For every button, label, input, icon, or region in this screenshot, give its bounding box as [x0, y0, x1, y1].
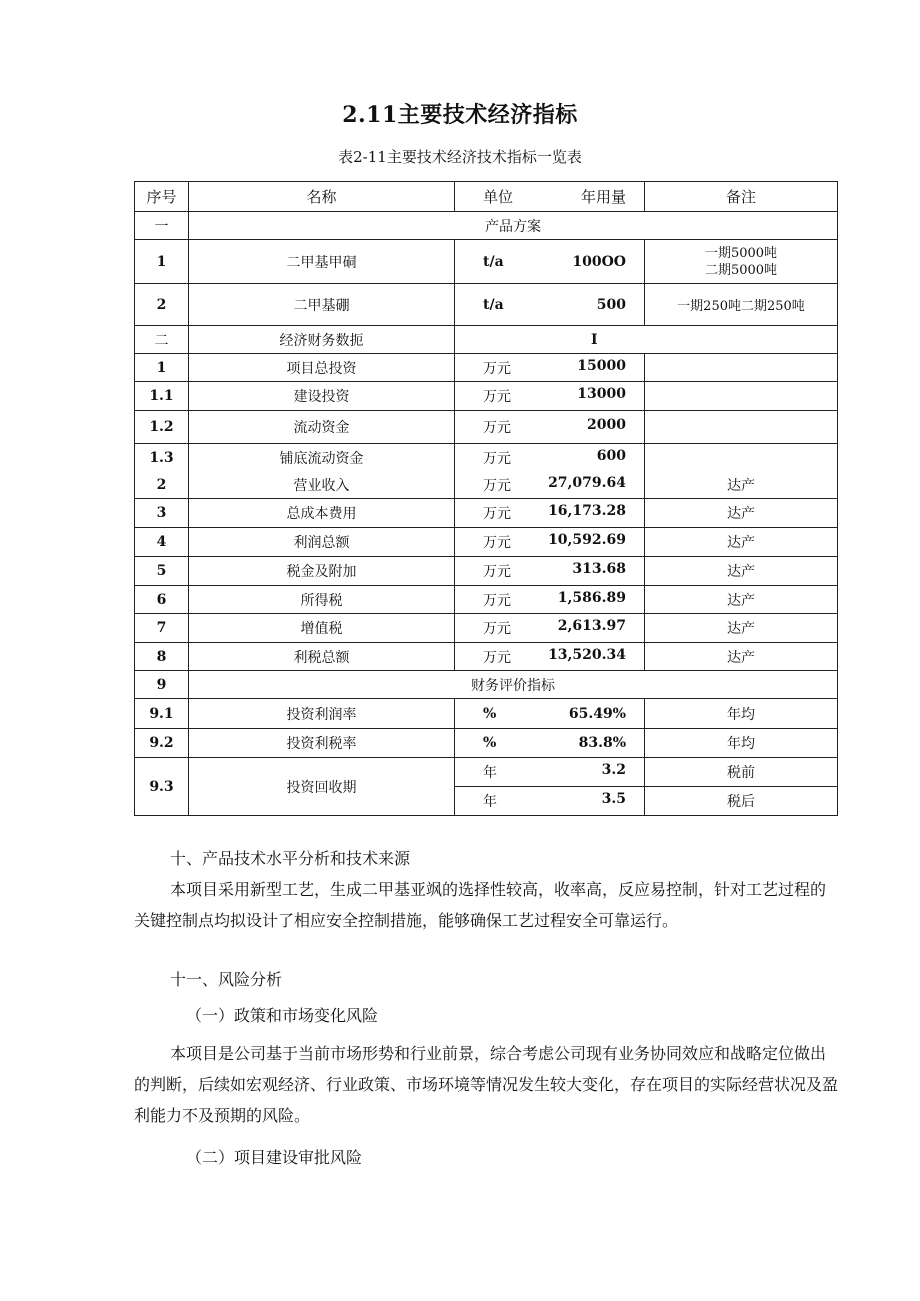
row-name: 流动资金	[189, 411, 455, 444]
section-label: 经济财务数扼	[189, 326, 455, 354]
row-unit-qty	[455, 699, 645, 729]
header-no: 序号	[135, 182, 189, 212]
row-unit: 万元	[483, 621, 511, 637]
row-no: 6	[135, 586, 189, 614]
row-unit-qty	[455, 787, 645, 816]
row-unit: 年	[483, 765, 497, 781]
header-unit: 单位	[483, 188, 514, 206]
row-qty: 500	[596, 296, 626, 313]
table-row	[135, 354, 838, 382]
row-note	[645, 444, 838, 472]
row-note	[645, 354, 838, 382]
row-no: 1.2	[135, 411, 189, 444]
row-no: 3	[135, 499, 189, 528]
row-unit-qty	[455, 499, 645, 528]
row-name: 利税总额	[189, 643, 455, 671]
section-label: 财务评价指标	[189, 671, 838, 699]
header-qty: 年用量	[580, 188, 626, 206]
row-no: 4	[135, 528, 189, 557]
table-row	[135, 614, 838, 643]
row-unit-qty	[455, 472, 645, 499]
section-mark: I	[455, 326, 838, 354]
section-row-evaluation	[135, 671, 838, 699]
row-qty: 16,173.28	[548, 503, 626, 519]
row-qty: 27,079.64	[548, 474, 626, 491]
section-no: 二	[135, 326, 189, 354]
row-name: 增值税	[189, 614, 455, 643]
section-no: 9	[135, 671, 189, 699]
row-name: 铺底流动资金	[189, 444, 455, 472]
row-note: 达产	[645, 614, 838, 643]
row-unit-qty	[455, 586, 645, 614]
row-note	[645, 411, 838, 444]
row-qty: 83.8%	[578, 735, 626, 751]
subsection-paragraph: 本项目是公司基于当前市场形势和行业前景，综合考虑公司现有业务协同效应和战略定位做出的判断，后续如宏观经济、行业政策、市场环境等情况发生较大变化，存在项目的实际经营状况及盈利能力不及预期的风险。	[134, 1044, 839, 1125]
row-name: 总成本费用	[189, 499, 455, 528]
row-no: 1	[135, 354, 189, 382]
row-no: 1	[135, 240, 189, 284]
header-note: 备注	[645, 182, 838, 212]
row-note: 达产	[645, 586, 838, 614]
row-qty: 600	[596, 447, 626, 464]
row-name: 利润总额	[189, 528, 455, 557]
row-no: 1.1	[135, 382, 189, 411]
row-name: 所得税	[189, 586, 455, 614]
row-note: 一期250吨二期250吨	[645, 284, 838, 326]
row-note: 税后	[645, 787, 838, 816]
table-row	[135, 729, 838, 758]
row-note	[645, 240, 838, 284]
table-row	[135, 699, 838, 729]
row-unit-qty	[455, 444, 645, 472]
row-unit: 万元	[483, 649, 511, 666]
table-row	[135, 643, 838, 671]
row-note-line: 一期5000吨	[704, 245, 778, 261]
row-unit: 万元	[483, 477, 511, 494]
table-row	[135, 499, 838, 528]
row-unit: 年	[483, 794, 497, 810]
table-row	[135, 240, 838, 284]
table-row	[135, 284, 838, 326]
row-unit: 万元	[483, 592, 511, 609]
table-header-row	[135, 182, 838, 212]
row-unit: 万元	[483, 450, 511, 467]
row-note: 达产	[645, 499, 838, 528]
table-row	[135, 758, 838, 787]
row-unit-qty	[455, 240, 645, 284]
row-name: 营业收入	[189, 472, 455, 499]
row-note: 达产	[645, 643, 838, 671]
row-no: 5	[135, 557, 189, 586]
section-ten-heading: 十、产品技术水平分析和技术来源	[170, 849, 411, 868]
row-qty: 1,586.89	[557, 589, 626, 606]
row-unit: %	[483, 705, 497, 722]
row-qty: 3.5	[601, 791, 626, 807]
row-note-line: 二期5000吨	[704, 262, 778, 278]
row-unit-qty	[455, 729, 645, 758]
table-row	[135, 557, 838, 586]
table-row	[135, 382, 838, 411]
row-qty: 65.49%	[568, 705, 626, 722]
row-unit-qty	[455, 614, 645, 643]
table-row	[135, 444, 838, 472]
row-unit: %	[483, 735, 497, 751]
section-row-product	[135, 212, 838, 240]
row-no: 1.3	[135, 444, 189, 472]
row-note: 年均	[645, 729, 838, 758]
row-unit-qty	[455, 643, 645, 671]
row-unit: 万元	[483, 360, 511, 377]
section-heading: 2.11主要技术经济指标	[342, 102, 578, 128]
row-unit-qty	[455, 557, 645, 586]
row-qty: 2,613.97	[557, 618, 626, 634]
row-unit-qty	[455, 382, 645, 411]
row-no: 9.2	[135, 729, 189, 758]
row-name: 建设投资	[189, 382, 455, 411]
row-unit: 万元	[483, 535, 511, 551]
row-name: 二甲基硼	[189, 284, 455, 326]
row-no: 8	[135, 643, 189, 671]
table-row	[135, 586, 838, 614]
row-qty: 15000	[577, 357, 626, 374]
subsection-heading: （一）政策和市场变化风险	[186, 1006, 379, 1025]
row-name: 投资利润率	[189, 699, 455, 729]
row-note: 年均	[645, 699, 838, 729]
row-no: 2	[135, 284, 189, 326]
row-qty: 13000	[577, 386, 626, 402]
table-row	[135, 472, 838, 499]
row-no: 2	[135, 472, 189, 499]
row-qty: 100OO	[572, 253, 626, 270]
subsection-heading: （二）项目建设审批风险	[186, 1148, 363, 1167]
row-unit-qty	[455, 758, 645, 787]
table-caption: 表2-11主要技术经济技术指标一览表	[338, 148, 582, 166]
row-name: 二甲基甲硐	[189, 240, 455, 284]
table-row	[135, 528, 838, 557]
row-name: 项目总投资	[189, 354, 455, 382]
row-unit: 万元	[483, 564, 511, 580]
row-unit-qty	[455, 284, 645, 326]
row-unit: t/a	[483, 296, 504, 313]
row-note: 税前	[645, 758, 838, 787]
row-unit: 万元	[483, 420, 511, 436]
row-name: 投资回收期	[189, 758, 455, 816]
row-note: 达产	[645, 528, 838, 557]
row-qty: 2000	[587, 417, 626, 433]
row-qty: 313.68	[572, 561, 626, 577]
row-qty: 3.2	[601, 762, 626, 778]
row-no: 9.3	[135, 758, 189, 816]
row-qty: 10,592.69	[548, 532, 626, 548]
row-unit: 万元	[483, 506, 511, 522]
row-unit-qty	[455, 411, 645, 444]
header-name: 名称	[189, 182, 455, 212]
table-row	[135, 411, 838, 444]
section-row-finance	[135, 326, 838, 354]
row-note	[645, 382, 838, 411]
row-unit-qty	[455, 528, 645, 557]
row-qty: 13,520.34	[548, 646, 626, 663]
row-note: 达产	[645, 557, 838, 586]
section-label: 产品方案	[189, 212, 838, 240]
row-unit: t/a	[483, 253, 504, 270]
row-no: 9.1	[135, 699, 189, 729]
section-ten-paragraph: 本项目采用新型工艺，生成二甲基亚飒的选择性较高，收率高，反应易控制，针对工艺过程的关键控制点均拟设计了相应安全控制措施，能够确保工艺过程安全可靠运行。	[134, 880, 827, 930]
row-name: 投资利税率	[189, 729, 455, 758]
row-note: 达产	[645, 472, 838, 499]
row-unit-qty	[455, 354, 645, 382]
indicator-table	[134, 181, 838, 816]
header-unit-qty	[455, 182, 645, 212]
row-unit: 万元	[483, 389, 511, 405]
row-name: 税金及附加	[189, 557, 455, 586]
section-no: 一	[135, 212, 189, 240]
row-no: 7	[135, 614, 189, 643]
section-eleven-heading: 十一、风险分析	[170, 970, 283, 989]
